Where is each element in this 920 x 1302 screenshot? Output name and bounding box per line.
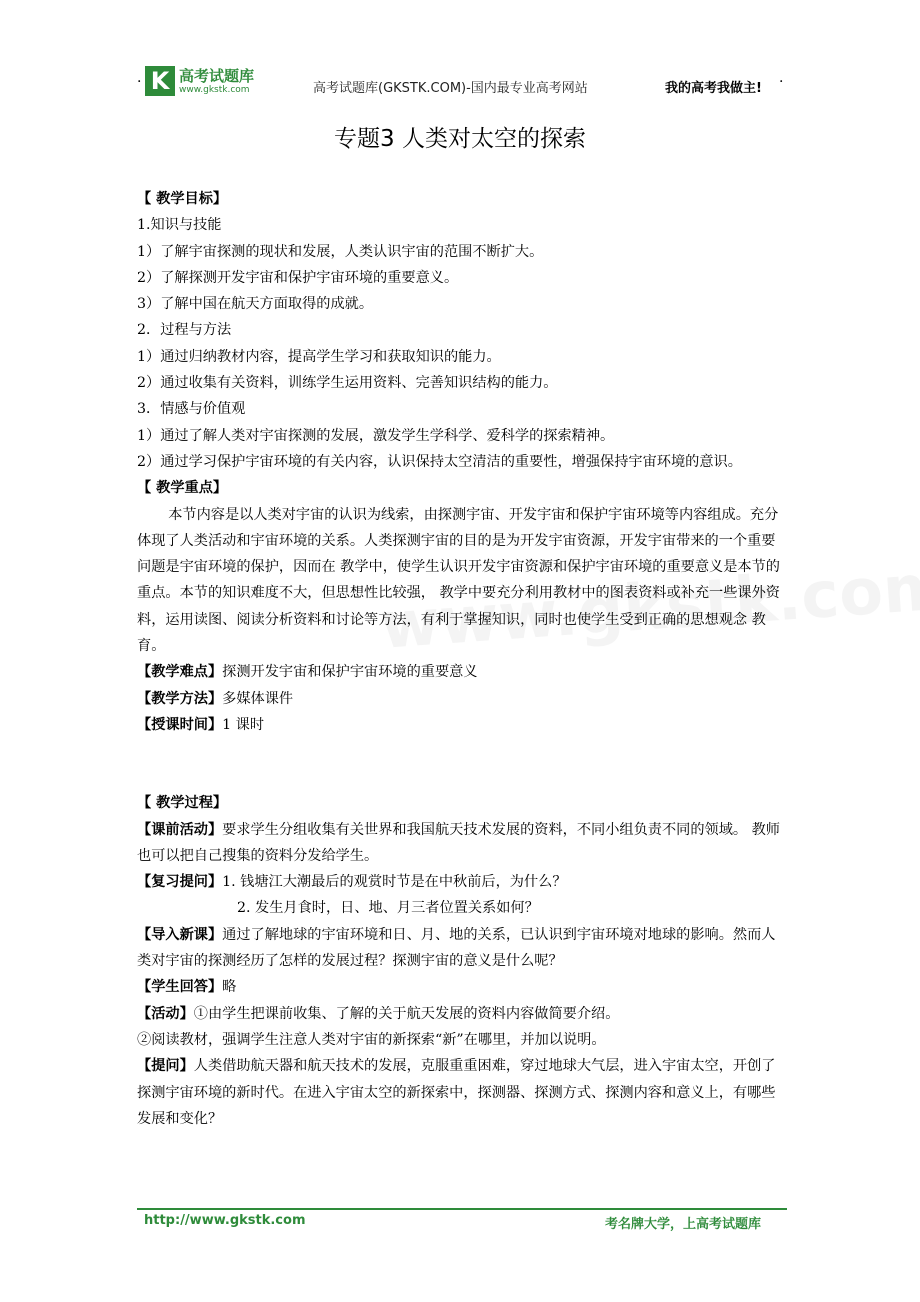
goals-section2-title: 2．过程与方法 xyxy=(137,322,232,339)
site-logo[interactable] xyxy=(145,66,265,100)
goal-item: 1）通过了解人类对宇宙探测的发展，激发学生学科学、爱科学的探索精神。 xyxy=(137,427,615,444)
logo-k-icon: K xyxy=(145,66,175,96)
page-header xyxy=(137,64,787,104)
key-points-heading: 【 教学重点】 xyxy=(137,480,228,497)
duration-line xyxy=(137,712,787,738)
question-label: 【提问】 xyxy=(137,1058,194,1075)
intro-text: 通过了解地球的宇宙环境和日、月、地的关系，已认识到宇宙环境对地球的影响。然而人类对宇宙的探测经历了怎样的发展过程？探测宇宙的意义是什么呢？ xyxy=(137,926,776,970)
key-points-text: 本节内容是以人类对宇宙的认识为线索，由探测宇宙、开发宇宙和保护宇宙环境等内容组成。充分体现了人类活动和宇宙环境的关系。人类探测宇宙的目的是为开发宇宙资源，开发宇宙带来的一个重要问题是宇宙环境的保护，因而在 教学中，使学生认识开发宇宙资源和保护宇宙环境的重要意义是本节的重点。本节的知识难度不大，但思想性比较强， 教学中要充分利用教材中的图表资料或补充一些课外资料，运用读图、阅读分析资料和讨论等方法，有利于掌握知识，同时也使学生受到正确的思想观念 教育。 xyxy=(137,506,780,655)
page-title: 专题3 人类对太空的探索 xyxy=(334,126,586,152)
header-dot-left: · xyxy=(137,74,142,90)
duration-label: 【授课时间】 xyxy=(137,716,223,733)
activity-text-2: ②阅读教材，强调学生注意人类对宇宙的新探索“新”在哪里，并加以说明。 xyxy=(137,1031,606,1048)
goal-item: 2）通过学习保护宇宙环境的有关内容，认识保持太空清洁的重要性，增强保持宇宙环境的意识。 xyxy=(137,453,742,470)
goals-heading: 【 教学目标】 xyxy=(137,191,228,207)
difficulty-line xyxy=(137,659,787,685)
student-answer xyxy=(137,974,787,1000)
difficulty-text: 探测开发宇宙和保护宇宙环境的重要意义 xyxy=(222,664,478,681)
answer-text: 略 xyxy=(222,979,237,996)
method-label: 【教学方法】 xyxy=(137,690,223,707)
answer-label: 【学生回答】 xyxy=(137,979,223,996)
goal-item: 2）了解探测开发宇宙和保护宇宙环境的重要意义。 xyxy=(137,269,459,286)
footer-slogan: 考名牌大学，上高考试题库 xyxy=(605,1217,762,1232)
goal-item: 2）通过收集有关资料，训练学生运用资料、完善知识结构的能力。 xyxy=(137,375,558,392)
duration-text: 1 课时 xyxy=(222,716,265,733)
process-heading: 【 教学过程】 xyxy=(137,795,228,812)
activity-label: 【活动】 xyxy=(137,1005,194,1022)
goal-item: 1）了解宇宙探测的现状和发展，人类认识宇宙的范围不断扩大。 xyxy=(137,243,544,260)
activity xyxy=(137,1001,787,1027)
intro-label: 【导入新课】 xyxy=(137,926,223,943)
footer-divider xyxy=(137,1208,787,1210)
goal-item: 3）了解中国在航天方面取得的成就。 xyxy=(137,296,374,313)
goal-item: 1）通过归纳教材内容，提高学生学习和获取知识的能力。 xyxy=(137,348,501,365)
method-text: 多媒体课件 xyxy=(222,690,294,707)
review-q1-text: 1. 钱塘江大潮最后的观赏时节是在中秋前后，为什么？ xyxy=(222,874,567,891)
logo-name: 高考试题库 xyxy=(179,67,255,85)
goals-section1-title: 1.知识与技能 xyxy=(137,217,222,234)
pre-activity-label: 【课前活动】 xyxy=(137,821,223,838)
logo-url: www.gkstk.com xyxy=(179,85,250,95)
site-slogan: 高考试题库(GKSTK.COM)-国内最专业高考网站 xyxy=(313,81,588,96)
pre-activity-text: 要求学生分组收集有关世界和我国航天技术发展的资料，不同小组负责不同的领域。 教师也可以把自己搜集的资料分发给学生。 xyxy=(137,821,780,864)
header-dot-right: · xyxy=(779,74,784,90)
pre-activity xyxy=(137,817,787,870)
method-line xyxy=(137,686,787,712)
intro xyxy=(137,922,787,975)
spacer xyxy=(137,738,787,790)
review-question-2: 2. 发生月食时，日、地、月三者位置关系如何？ xyxy=(237,900,539,917)
question-text: 人类借助航天器和航天技术的发展，克服重重困难，穿过地球大气层，进入宇宙太空，开创了探测宇宙环境的新时代。在进入宇宙太空的新探索中，探测器、探测方式、探测内容和意义上，有哪些发展和变化？ xyxy=(137,1058,776,1127)
header-motto: 我的高考我做主! xyxy=(665,81,762,96)
activity-text-1: ①由学生把课前收集、了解的关于航天发展的资料内容做简要介绍。 xyxy=(193,1005,620,1022)
difficulty-label: 【教学难点】 xyxy=(137,664,223,681)
footer-url-link[interactable]: http://www.gkstk.com xyxy=(144,1213,306,1228)
goals-section3-title: 3．情感与价值观 xyxy=(137,401,246,418)
review-question-1 xyxy=(137,869,787,895)
review-label: 【复习提问】 xyxy=(137,874,223,891)
document-body xyxy=(137,186,787,1132)
question xyxy=(137,1053,787,1132)
